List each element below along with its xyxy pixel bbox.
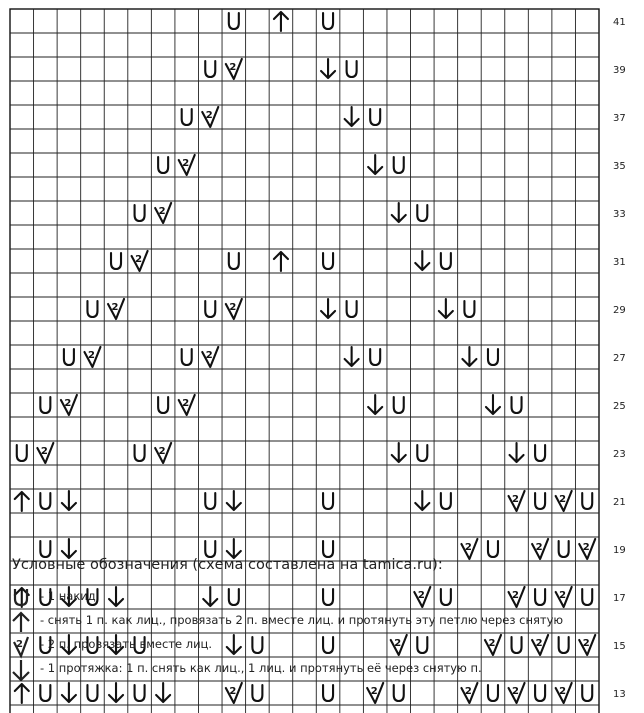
svg-text:2: 2 [535,542,543,553]
svg-text:2: 2 [464,542,472,553]
legend-text-k2tog: - 2 п. провязать вместе лиц. [40,637,213,651]
arrow-down-icon [10,658,34,684]
svg-text:2: 2 [158,206,166,217]
svg-text:2: 2 [229,686,237,697]
row-number: 17 [613,593,626,604]
row-number: 23 [613,449,626,460]
svg-text:2: 2 [512,494,520,505]
svg-text:2: 2 [582,638,590,649]
arrow-up-icon [10,610,34,634]
svg-text:2: 2 [417,590,425,601]
row-number: 27 [613,353,626,364]
svg-text:2: 2 [229,302,237,313]
k2tog-icon [10,634,34,658]
legend-title: Условные обозначения (схема составлена на tamica.ru): [12,557,443,573]
legend-row-sl1-k2tog-psso [10,610,630,634]
svg-text:2: 2 [512,590,520,601]
svg-text:2: 2 [40,446,48,457]
svg-text:2: 2 [111,302,119,313]
svg-text:2: 2 [488,638,496,649]
row-number: 15 [613,641,626,652]
legend-row-yarn-over [10,586,630,610]
row-number: 41 [613,17,626,28]
row-number: 37 [613,113,626,124]
svg-text:2: 2 [370,686,378,697]
row-number: 13 [613,689,626,700]
row-number: 31 [613,257,626,268]
row-number: 29 [613,305,626,316]
row-number: 35 [613,161,626,172]
svg-text:2: 2 [205,350,213,361]
svg-text:2: 2 [559,590,567,601]
row-number: 21 [613,497,626,508]
svg-text:2: 2 [135,254,143,265]
svg-text:2: 2 [464,686,472,697]
svg-text:2: 2 [182,158,190,169]
svg-text:2: 2 [64,398,72,409]
svg-text:2: 2 [182,398,190,409]
svg-text:2: 2 [229,62,237,73]
svg-text:2: 2 [582,542,590,553]
row-number: 33 [613,209,626,220]
legend-row-k2tog [10,634,630,658]
row-number: 25 [613,401,626,412]
legend-text-ssk: - 1 протяжка: 1 п. снять как лиц., 1 лиц. и протянуть её через снятую п. [40,661,482,675]
row-number: 39 [613,65,626,76]
svg-text:2: 2 [559,494,567,505]
yarn-over-icon [10,586,34,610]
svg-text:2: 2 [394,638,402,649]
legend-row-ssk [10,658,630,682]
svg-text:2: 2 [16,639,23,650]
svg-text:2: 2 [512,686,520,697]
legend-text-sl1-k2tog-psso: - снять 1 п. как лиц., провязать 2 п. вместе лиц. и протянуть эту петлю через снятую [40,613,564,627]
svg-text:2: 2 [158,446,166,457]
svg-text:2: 2 [87,350,95,361]
row-number: 19 [613,545,626,556]
svg-text:2: 2 [559,686,567,697]
svg-text:2: 2 [535,638,543,649]
svg-text:2: 2 [205,110,213,121]
legend-text-yarn-over: - 1 накид [40,589,96,603]
